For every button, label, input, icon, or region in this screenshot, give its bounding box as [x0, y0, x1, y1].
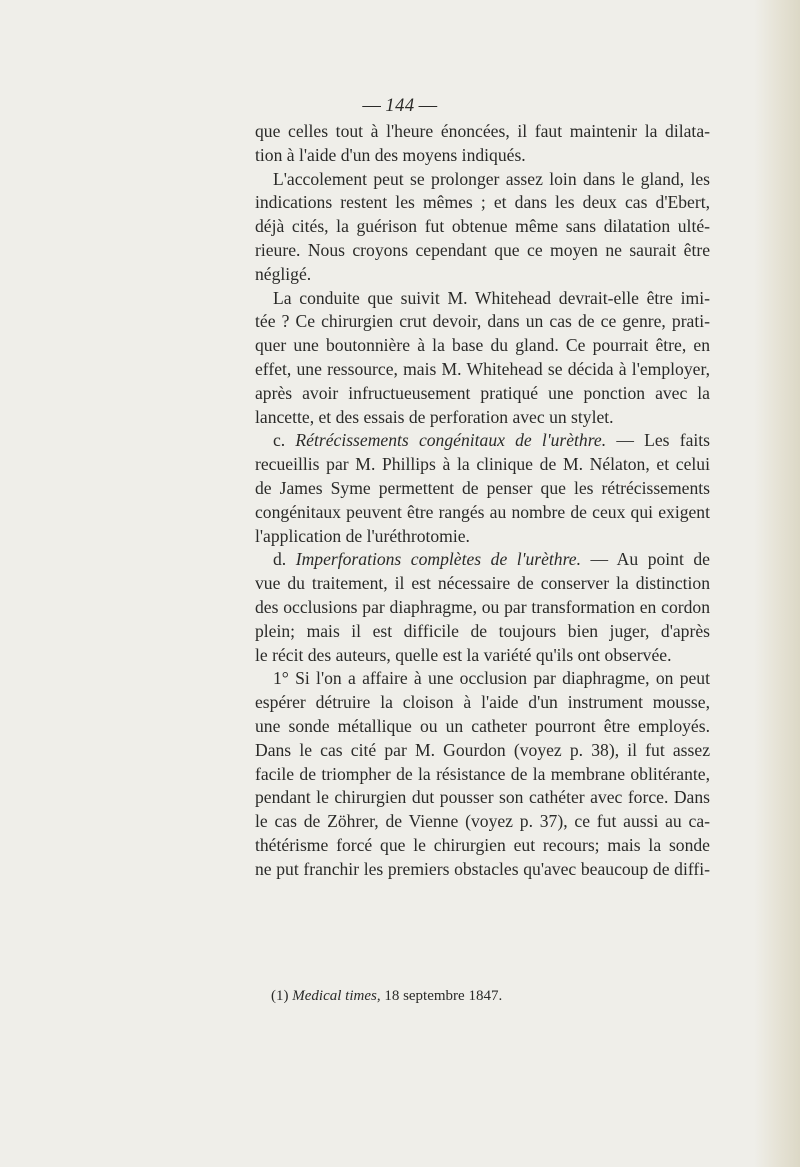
text-line: [255, 667, 710, 691]
text-segment: de James Syme permettent de penser que les rétrécissements: [255, 477, 710, 498]
text-line: [255, 239, 710, 263]
text-segment: quer une boutonnière à la base du gland. Ce pourrait être, en: [255, 335, 710, 356]
text-segment: pendant le chirurgien dut pousser son cathéter avec force. Dans: [255, 787, 710, 808]
text-line: [255, 739, 710, 763]
text-line: [255, 453, 710, 477]
text-line: [255, 477, 710, 501]
text-line: [255, 120, 710, 144]
text-line: [255, 548, 710, 572]
section-heading-italic: Imperforations complètes de l'urèthre.: [295, 549, 581, 570]
text-segment: tion à l'aide d'un des moyens indiqués.: [255, 144, 526, 165]
text-segment: La conduite que suivit M. Whitehead devrait-elle être imi-: [273, 287, 710, 308]
text-segment: lancette, et des essais de perforation avec un stylet.: [255, 406, 614, 427]
text-line: [255, 715, 710, 739]
text-segment: congénitaux peuvent être rangés au nombre de ceux qui exigent: [255, 501, 710, 522]
text-segment: effet, une ressource, mais M. Whitehead se décida à l'employer,: [255, 358, 710, 379]
footnote-marker: (1): [271, 988, 289, 1004]
text-line: [255, 834, 710, 858]
footnote-journal: Medical times: [292, 988, 377, 1004]
text-line: [255, 763, 710, 787]
text-line: [255, 287, 710, 311]
text-segment: c.: [273, 430, 296, 451]
text-segment: le récit des auteurs, quelle est la variété qu'ils ont observée.: [255, 644, 672, 665]
text-segment: 1° Si l'on a affaire à une occlusion par diaphragme, on peut: [273, 668, 710, 689]
text-segment: thétérisme forcé que le chirurgien eut recours; mais la sonde: [255, 834, 710, 855]
footnote-date: , 18 septembre 1847.: [376, 988, 503, 1004]
text-line: [255, 334, 710, 358]
text-segment: ne put franchir les premiers obstacles qu'avec beaucoup de diffi-: [255, 858, 710, 879]
text-segment: que celles tout à l'heure énoncées, il faut maintenir la dilata-: [255, 121, 710, 141]
text-line: [255, 620, 710, 644]
text-segment: une sonde métallique ou un catheter pourront être employés.: [255, 715, 710, 736]
body-text: [255, 120, 710, 882]
text-line: [255, 810, 710, 834]
text-line: [255, 501, 710, 525]
text-line: [255, 144, 710, 168]
text-segment: facile de triompher de la résistance de la membrane oblitérante,: [255, 763, 710, 784]
text-line: [255, 572, 710, 596]
text-segment: l'application de l'uréthrotomie.: [255, 525, 470, 546]
text-line: [255, 786, 710, 810]
text-segment: Dans le cas cité par M. Gourdon (voyez p. 38), il fut assez: [255, 739, 710, 760]
text-segment: déjà cités, la guérison fut obtenue même sans dilatation ulté-: [255, 216, 710, 237]
text-segment: tée ? Ce chirurgien crut devoir, dans un cas de ce genre, prati-: [255, 311, 710, 332]
page-number: 144: [385, 96, 415, 116]
text-segment: — Au point de: [581, 549, 710, 570]
footnote: [271, 988, 502, 1005]
text-line: [255, 525, 710, 549]
page-header: — 144 —: [362, 96, 438, 116]
text-line: [255, 215, 710, 239]
text-line: [255, 358, 710, 382]
text-segment: recueillis par M. Phillips à la clinique de M. Nélaton, et celui: [255, 454, 710, 475]
text-line: [255, 191, 710, 215]
text-segment: après avoir infructueusement pratiqué une ponction avec la: [255, 382, 710, 403]
text-segment: des occlusions par diaphragme, ou par transformation en cordon: [255, 596, 710, 617]
text-segment: rieure. Nous croyons cependant que ce moyen ne saurait être: [255, 239, 710, 260]
text-line: [255, 429, 710, 453]
text-segment: vue du traitement, il est nécessaire de conserver la distinction: [255, 573, 710, 594]
text-segment: — Les faits: [606, 430, 710, 451]
text-segment: négligé.: [255, 263, 312, 284]
section-heading-italic: Rétrécissements congénitaux de l'urèthre.: [295, 430, 607, 451]
text-line: [255, 858, 710, 882]
text-segment: le cas de Zöhrer, de Vienne (voyez p. 37), ce fut aussi au ca-: [255, 811, 710, 832]
text-line: [255, 263, 710, 287]
text-segment: indications restent les mêmes ; et dans les deux cas d'Ebert,: [255, 192, 710, 213]
text-segment: L'accolement peut se prolonger assez loin dans le gland, les: [273, 168, 710, 189]
text-segment: plein; mais il est difficile de toujours bien juger, d'après: [255, 620, 710, 641]
text-line: [255, 596, 710, 620]
text-line: [255, 406, 710, 430]
text-line: [255, 310, 710, 334]
text-line: [255, 691, 710, 715]
text-line: [255, 644, 710, 668]
text-line: [255, 382, 710, 406]
text-line: [255, 168, 710, 192]
text-segment: d.: [273, 549, 296, 570]
text-segment: espérer détruire la cloison à l'aide d'un instrument mousse,: [255, 692, 710, 713]
